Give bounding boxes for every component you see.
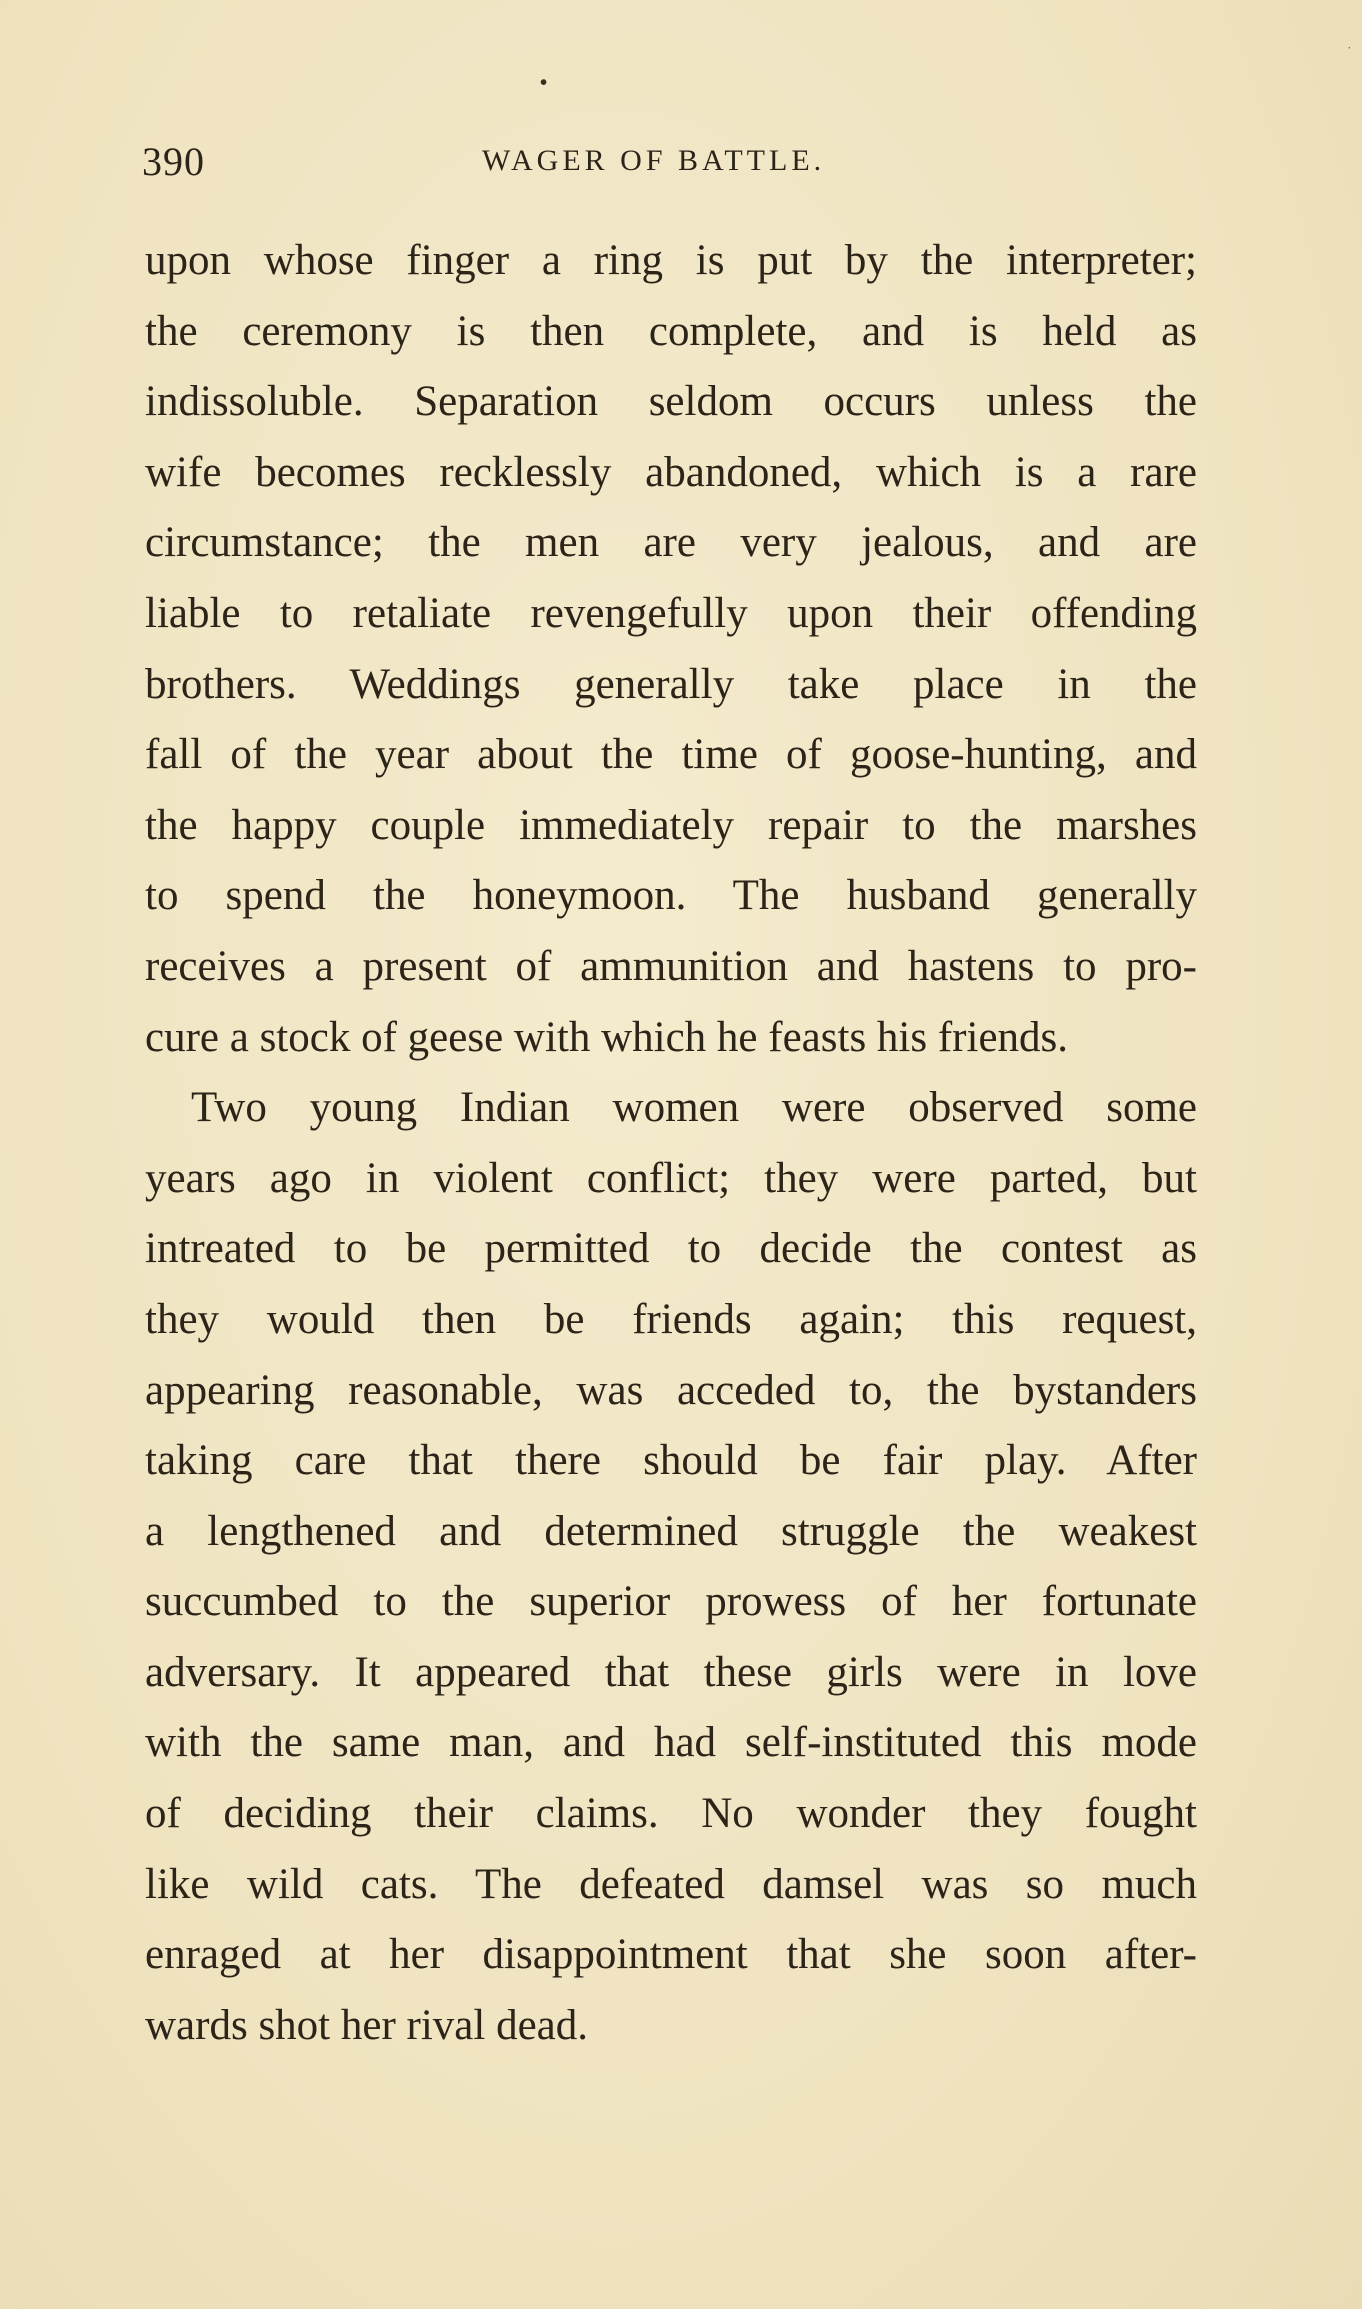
text-line: enraged at her disappointment that she soon after- <box>145 1931 1197 1979</box>
page-header <box>0 138 1362 198</box>
text-line: liable to retaliate revengefully upon their offending <box>145 589 1197 637</box>
text-line: to spend the honeymoon. The husband generally <box>145 872 1197 920</box>
text-line: upon whose finger a ring is put by the interpreter; <box>145 237 1197 284</box>
body-text <box>145 226 1197 2061</box>
text-line: intreated to be permitted to decide the contest as <box>145 1225 1197 1273</box>
paragraph-end-line: cure a stock of geese with which he feasts his friends. <box>145 1013 1069 1061</box>
text-line: receives a present of ammunition and hastens to pro- <box>145 942 1197 990</box>
page-number: 390 <box>142 139 205 184</box>
print-speck: ˙ <box>1347 45 1352 60</box>
text-line: appearing reasonable, was acceded to, the bystanders <box>145 1366 1197 1414</box>
text-line: indissoluble. Separation seldom occurs unless the <box>145 378 1197 426</box>
text-line: brothers. Weddings generally take place in the <box>145 660 1197 708</box>
text-line: a lengthened and determined struggle the weakest <box>145 1507 1197 1555</box>
text-line: the ceremony is then complete, and is held as <box>145 307 1197 355</box>
paragraph-end-line: wards shot her rival dead. <box>145 2001 588 2049</box>
text-line: the happy couple immediately repair to the marshes <box>145 801 1197 849</box>
running-head: WAGER OF BATTLE. <box>482 144 826 177</box>
text-line: years ago in violent conflict; they were parted, but <box>145 1154 1197 1202</box>
paragraph-start-line: Two young Indian women were observed some <box>191 1084 1197 1132</box>
text-line: wife becomes recklessly abandoned, which is a rare <box>145 448 1197 496</box>
text-line: of deciding their claims. No wonder they fought <box>145 1790 1197 1838</box>
text-line: like wild cats. The defeated damsel was so much <box>145 1860 1197 1908</box>
print-speck: • <box>536 69 551 97</box>
text-line: they would then be friends again; this request, <box>145 1295 1197 1343</box>
text-line: with the same man, and had self-instituted this mode <box>145 1719 1197 1767</box>
text-line: adversary. It appeared that these girls were in love <box>145 1648 1197 1696</box>
text-line: taking care that there should be fair play. After <box>145 1437 1197 1485</box>
text-line: succumbed to the superior prowess of her fortunate <box>145 1578 1197 1626</box>
text-line: circumstance; the men are very jealous, and are <box>145 519 1197 567</box>
text-line: fall of the year about the time of goose-hunting, and <box>145 731 1197 779</box>
